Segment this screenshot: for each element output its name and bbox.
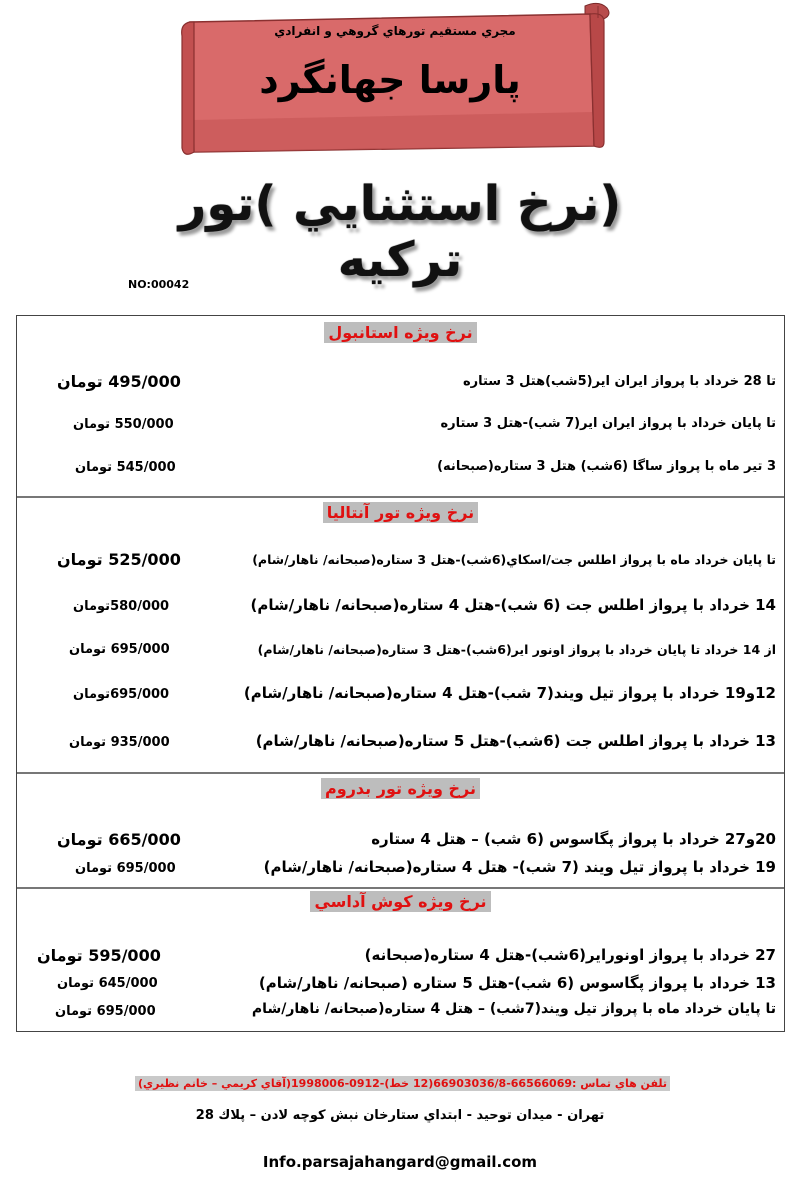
brand-banner [180, 0, 620, 160]
bodrum-row-2-price: 695/000 تومان [75, 861, 176, 876]
contact-phones: تلفن هاي تماس :66566069-66903036/8(12 خط)-0912-1998006(آقاي كريمي – خانم نظيري) [120, 1072, 685, 1091]
kusadasi-row-1-desc: 27 خرداد با پرواز اونوراير(6شب)-هتل 4 ستاره(صبحانه) [364, 946, 776, 964]
antalya-row-1-price: 525/000 تومان [57, 550, 181, 569]
banner-tagline: مجري مستقيم تورهاي گروهي و انفرادي [274, 24, 516, 38]
kusadasi-row-2-desc: 13 خرداد با پرواز پگاسوس (6 شب)-هتل 5 ستاره (صبحانه/ ناهار/شام) [258, 974, 776, 992]
section-divider [17, 887, 784, 889]
section-title-istanbul: نرخ ويژه استانبول [17, 322, 784, 343]
bodrum-row-2-desc: 19 خرداد با پرواز تيل ويند (7 شب)- هتل 4 ستاره(صبحانه/ ناهار/شام) [263, 858, 776, 876]
antalya-row-5-price: 935/000 تومان [69, 735, 170, 750]
antalya-row-4-desc: 12و19 خرداد با پرواز تيل ويند(7 شب)-هتل 4 ستاره(صبحانه/ ناهار/شام) [243, 684, 776, 702]
section-title-kusadasi: نرخ ويژه كوش آداسي [17, 891, 784, 912]
antalya-row-4-price: 695/000تومان [73, 687, 170, 702]
kusadasi-row-3-desc: تا پايان خرداد ماه با پرواز تيل ويند(7شب) – هتل 4 ستاره(صبحانه/ ناهار/شام [251, 1001, 776, 1017]
bodrum-row-1-price: 665/000 تومان [57, 830, 181, 849]
antalya-row-3-price: 695/000 تومان [69, 642, 170, 657]
antalya-row-5-desc: 13 خرداد با پرواز اطلس جت (6شب)-هتل 5 ستاره(صبحانه/ ناهار/شام) [255, 732, 776, 750]
antalya-row-2-price: 580/000تومان [73, 599, 170, 614]
reference-number: NO:00042 [128, 278, 190, 291]
kusadasi-row-2-price: 645/000 تومان [57, 976, 158, 991]
section-divider [17, 772, 784, 774]
istanbul-row-3-price: 545/000 تومان [75, 460, 176, 475]
istanbul-row-1-price: 495/000 تومان [57, 372, 181, 391]
antalya-row-1-desc: تا پايان خرداد ماه با پرواز اطلس جت/اسكاي(6شب)-هتل 3 ستاره(صبحانه/ ناهار/شام) [252, 552, 776, 567]
istanbul-row-1-desc: تا 28 خرداد با پرواز ايران اير(5شب)هتل 3 ستاره [462, 374, 776, 389]
contact-email[interactable]: Info.parsajahangard@gmail.com [262, 1153, 538, 1171]
istanbul-row-2-desc: تا پايان خرداد با پرواز ايران اير(7 شب)-هتل 3 ستاره [440, 416, 776, 431]
section-divider [17, 496, 784, 498]
brand-name: پارسا جهانگرد [259, 58, 521, 102]
office-address: تهران - ميدان توحيد - ابتداي ستارخان نبش كوچه لادن – پلاك 28 [195, 1108, 605, 1123]
kusadasi-row-3-price: 695/000 تومان [55, 1004, 156, 1019]
antalya-row-3-desc: از 14 خرداد تا پايان خرداد با پرواز اونور اير(6شب)-هتل 3 ستاره(صبحانه/ ناهار/شام) [257, 642, 776, 657]
section-title-antalya: نرخ ويژه تور آنتاليا [17, 502, 784, 523]
istanbul-row-2-price: 550/000 تومان [73, 417, 174, 432]
antalya-row-2-desc: 14 خرداد با پرواز اطلس جت (6 شب)-هتل 4 ستاره(صبحانه/ ناهار/شام) [250, 596, 776, 614]
kusadasi-row-1-price: 595/000 تومان [37, 946, 161, 965]
istanbul-row-3-desc: 3 تير ماه با پرواز ساگا (6شب) هتل 3 ستاره(صبحانه) [437, 459, 776, 474]
page-headline: (نرخ استثنايي )تور تركيه [178, 176, 622, 288]
bodrum-row-1-desc: 20و27 خرداد با پرواز پگاسوس (6 شب) – هتل 4 ستاره [371, 830, 776, 848]
price-list-box [16, 315, 785, 1032]
section-title-bodrum: نرخ ويژه تور بدروم [17, 778, 784, 799]
